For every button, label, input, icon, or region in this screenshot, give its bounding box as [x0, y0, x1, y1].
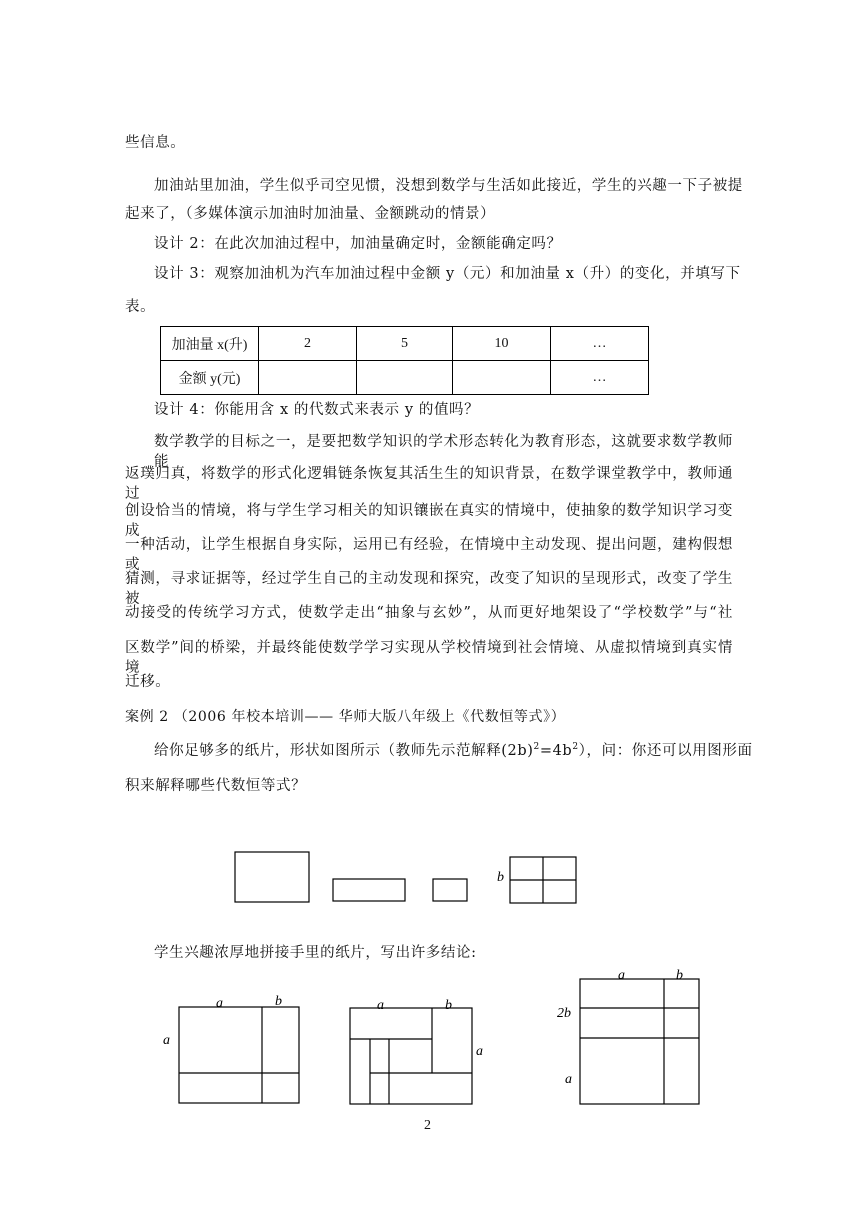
table-cell: 10 [453, 327, 551, 361]
text-line: 学生兴趣浓厚地拼接手里的纸片，写出许多结论: [154, 945, 477, 961]
case-heading: 案例 2 （2006 年校本培训—— 华师大版八年级上《代数恒等式》） [125, 709, 566, 725]
text-line: 起来了，（多媒体演示加油时加油量、金额跳动的情景） [125, 206, 496, 222]
text-line: 动接受的传统学习方式，使数学走出“抽象与玄妙”，从而更好地架设了“学校数学”与“社 [125, 605, 733, 621]
label-a: a [618, 968, 625, 983]
text-line: 迁移。 [125, 674, 171, 690]
superscript: 2 [533, 742, 540, 753]
text-span: ），问：你还可以用图形面 [578, 743, 753, 759]
composite-figure-3 [580, 979, 699, 1104]
composite-figure-2 [350, 1008, 472, 1104]
rect-piece-ab [333, 879, 405, 901]
composite-figure-1 [179, 1007, 299, 1103]
text-line: 设计 3：观察加油机为汽车加油过程中金额 y（元）和加油量 x（升）的变化，并填写下 [154, 266, 741, 282]
text-line: 设计 2：在此次加油过程中，加油量确定时，金额能确定吗？ [154, 236, 562, 252]
table-cell: 加油量 x(升) [161, 327, 259, 361]
text-line: 一种活动，让学生根据自身实际，运用已有经验，在情境中主动发现、提出问题，建构假想或 [125, 537, 733, 573]
label-a: a [565, 1072, 572, 1087]
text-line: 数学教学的目标之一，是要把数学知识的学术形态转化为教育形态，这就要求数学教师能 [154, 434, 733, 470]
label-a: a [216, 996, 223, 1011]
text-span: 给你足够多的纸片，形状如图所示（教师先示范解释(2b) [154, 743, 534, 759]
label-b: b [275, 994, 282, 1009]
text-line: 创设恰当的情境，将与学生学习相关的知识镶嵌在真实的情境中，使抽象的数学知识学习变成 [125, 503, 733, 539]
square-piece-a [235, 852, 309, 902]
label-2b: 2b [557, 1006, 571, 1021]
label-a: a [476, 1044, 483, 1059]
table-cell: 金额 y(元) [161, 361, 259, 395]
text-line: 些信息。 [125, 135, 186, 151]
text-line: 设计 4：你能用含 x 的代数式来表示 y 的值吗？ [154, 402, 480, 418]
label-b: b [497, 870, 504, 885]
table-cell: … [551, 361, 649, 395]
text-line: 加油站里加油，学生似乎司空见惯，没想到数学与生活如此接近，学生的兴趣一下子被提 [154, 178, 743, 194]
table-cell: 2 [259, 327, 357, 361]
page-number: 2 [424, 1118, 431, 1133]
label-b: b [445, 998, 452, 1013]
label-b: b [676, 968, 683, 983]
text-line: 积来解释哪些代数恒等式？ [125, 778, 307, 794]
superscript: 2 [572, 742, 579, 753]
text-span: =4b [539, 743, 573, 759]
text-line: 表。 [125, 299, 156, 315]
square-piece-b [433, 879, 467, 901]
label-a: a [377, 998, 384, 1013]
text-line: 猜测，寻求证据等，经过学生自己的主动发现和探究，改变了知识的呈现形式，改变了学生被 [125, 571, 733, 607]
text-line: 区数学”间的桥梁，并最终能使数学学习实现从学校情境到社会情境、从虚拟情境到真实情境 [125, 640, 733, 676]
table-cell: 5 [357, 327, 453, 361]
table-cell: … [551, 327, 649, 361]
text-line: 返璞归真，将数学的形式化逻辑链条恢复其活生生的知识背景，在数学课堂教学中，教师通过 [125, 466, 733, 502]
label-a: a [163, 1033, 170, 1048]
